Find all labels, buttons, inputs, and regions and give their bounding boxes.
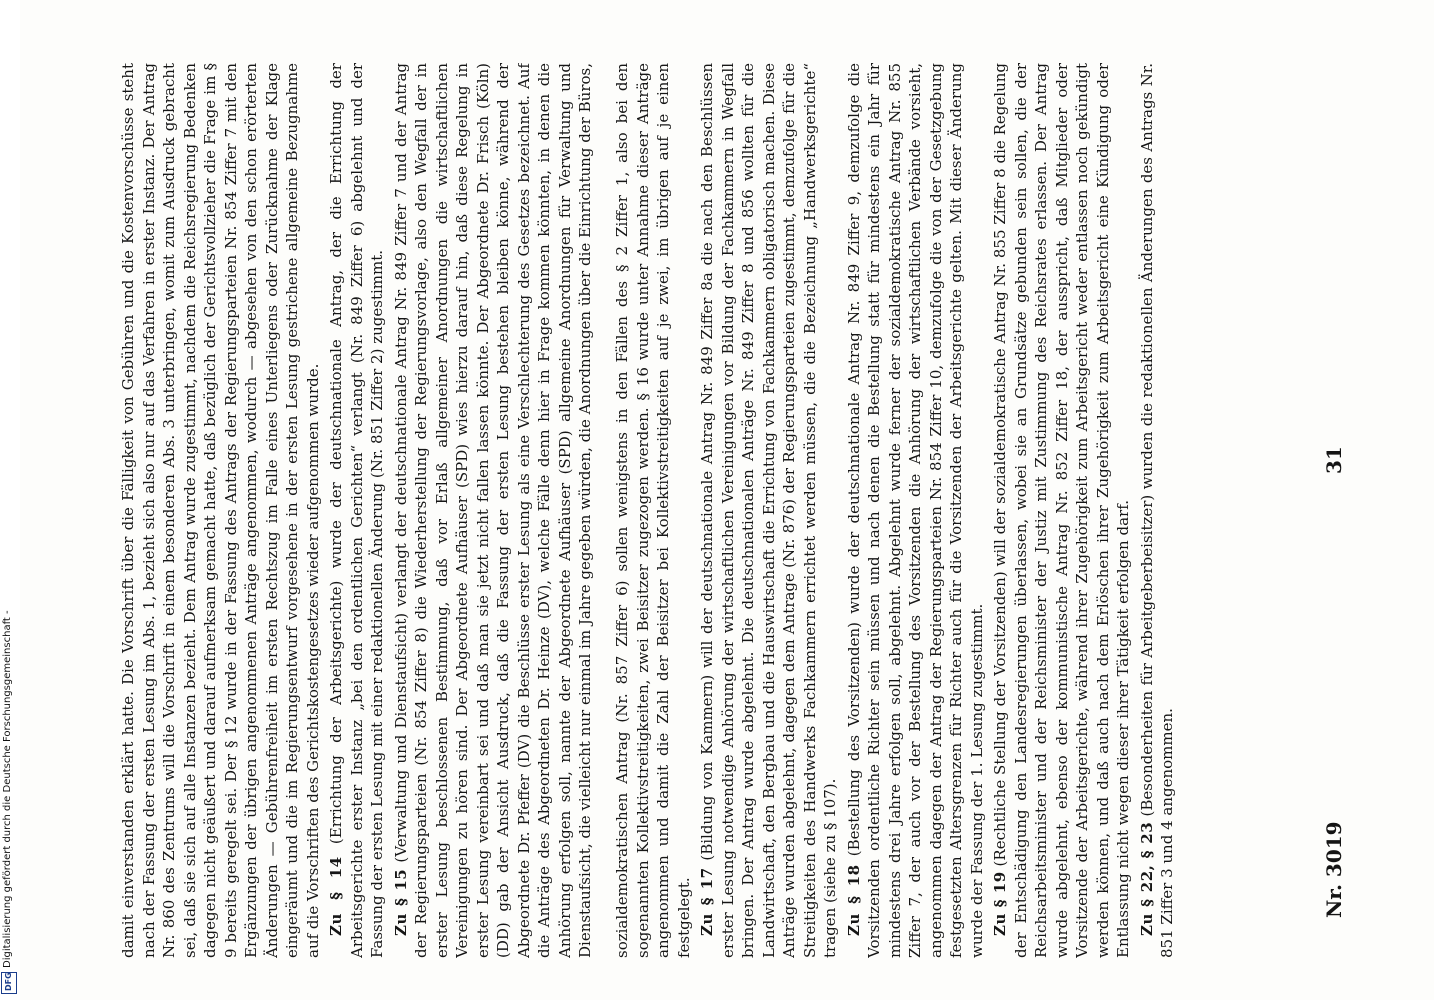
section-ref: Zu § 15: [391, 868, 410, 936]
section-ref: [1182, 855, 1183, 936]
side-strip: [0, 0, 20, 1000]
paragraph: damit einverstanden erklärt hatte. Die Vorschrift über die Fälligkeit von Gebühren und die Kostenvorschüsse steht nach der Fassung der ersten Lesung im Abs. 1, bezieht sich also nur auf das Verfahren in erster Instanz. Der Antrag Nr. 860 des Zentrums will die Vorschrift in einem besonderen Abs. 3 unterbringen, womit zum Ausdruck gebracht sei, daß sie sich auf alle Instanzen bezieht. Dem Antrag wurde zugestimmt, nachdem die Reichsregierung Bedenken dagegen nicht geäußert und darauf aufmerksam gemacht hatte, daß bezüglich der Gerichtsvollzieher die Frage im § 9 bereits geregelt sei. Der § 12 wurde in der Fassung des Antrags der Regierungsparteien Nr. 854 Ziffer 7 mit den Ergänzungen der übrigen angenommenen Anträge angenommen, wodurch — abgesehen von den schon erörterten Änderungen — Gebührenfreiheit im ersten Rechtszug im Falle eines Unterliegens oder Zurücknahme der Klage eingeräumt und die im Regierungsentwurf vorgesehene in der ersten Lesung gestrichene allgemeine Bezugnahme auf die Vorschriften des Gerichtskostengesetzes wieder aufgenommen wurde.: [119, 63, 322, 958]
text-column-left: [118, 63, 598, 958]
document-number: Nr. 3019: [1322, 821, 1346, 918]
paragraph-text: (Bildung von Kammern) will der deutschnationale Antrag Nr. 849 Ziffer 8a die nach den Beschlüssen erster Lesung notwendige Anhörung der wirtschaftlichen Vereinigungen vor Bildung der Fachkammern in Wegfall bringen. Der Antrag wurde abgelehnt. Die deutschnationalen Anträge Nr. 849 Ziffer 8 und 856 wollten für die Landwirtschaft, den Bergbau und die Hauswirtschaft die Errichtung von Fachkammern obligatorisch machen. Diese Anträge wurden abgelehnt, dagegen dem Antrage (Nr. 876) der Regierungsparteien zugestimmt, demzufolge für die Streitigkeiten des Handwerks Fachkammern errichtet werden müssen, die die Bezeichnung „Handwerksgerichte“ tragen (siehe zu § 107).: [698, 63, 839, 958]
paragraph: [697, 63, 841, 958]
section-ref: Zu § 17: [698, 867, 716, 936]
paragraph: [1181, 63, 1183, 958]
dfg-logo: [1, 972, 17, 994]
paragraph-text: (Bestellung des Vorsitzenden) wurde der deutschnationale Antrag Nr. 849 Ziffer 9, demzufolge die Vorsitzenden ordentliche Richter sein müssen und nach denen die Bestellung statt für mindestens ein Jahr für mindestens drei Jahre erfolgen soll, abgelehnt. Abgelehnt wurde ferner der sozialdemokratische Antrag Nr. 855 Ziffer 7, der auch vor der Bestellung des Vorsitzenden die Anhörung der wirtschaftlichen Verbände vorsieht, angenommen dagegen der Antrag der Regierungsparteien Nr. 854 Ziffer 10, demzufolge die von der Gesetzgebung festgesetzten Altersgrenzen für Richter auch für die Vorsitzenden der Arbeitsgerichte gelten. Mit dieser Änderung wurde der Fassung der 1. Lesung zugestimmt.: [844, 63, 986, 958]
paragraph: [844, 63, 988, 958]
section-ref: Zu § 14: [327, 856, 345, 936]
dfg-logo-text: DFG: [4, 972, 13, 991]
paragraph-text: [1182, 63, 1183, 958]
section-ref: Zu § 19: [991, 871, 1009, 936]
digitization-credit: Digitalisierung gefördert durch die Deutsche Forschungsgemeinschaft -: [2, 610, 13, 968]
paragraph: [326, 63, 388, 958]
section-ref: Zu § 18: [844, 864, 863, 936]
paragraph-text: (Verwaltung und Dienstaufsicht) verlangt der deutschnationale Antrag Nr. 849 Ziffer 7 und der Antrag der Regierungsparteien (Nr. 854 Ziffer 8) die Wiederherstellung der Regierungsvorlage, also den Wegfall der in erster Lesung beschlossenen Bestimmung, daß vor Erlaß allgemeiner Anordnungen die wirtschaftlichen Vereinigungen zu hören sind. Der Abgeordnete Aufhäuser (SPD) wies hierzu darauf hin, daß diese Regelung in erster Lesung vereinbart sei und daß man sie jetzt nicht fallen lassen könnte. Der Abgeordnete Dr. Frisch (Köln) (DD) gab der Ansicht Ausdruck, daß die Fassung der ersten Lesung bestehen bleiben könne, während der Abgeordnete Dr. Pfeffer (DV) die Beschlüsse erster Lesung als eine Verschlechterung des Gesetzes bezeichnet. Auf die Anträge des Abgeordneten Dr. Heinze (DV), welche Fälle denn hier in Frage kommen könnten, in denen die Anhörung erfolgen soll, nannte der Abgeordnete Aufhäuser (SPD) allgemeine Anordnungen für Verwaltung und Dienstaufsicht, die vielleicht nur einmal im Jahre gegeben würden, die Anordnungen über die Einrichtung der Büros,: [391, 63, 594, 958]
paragraph: [990, 63, 1134, 958]
paragraph-text: (Besonderheiten für Arbeitgeberbeisitzer) wurden die redaktionellen Änderungen des Antrags Nr. 851 Ziffer 3 und 4 angenommen.: [1137, 63, 1176, 958]
paragraph: [391, 63, 599, 958]
paragraph-text: (Rechtliche Stellung der Vorsitzenden) will der sozialdemokratische Antrag Nr. 855 Ziffer 8 die Regelung der Entschädigung den Landesregierungen überlassen, wobei sie an Grundsätze gebunden sein sollen, die der Reichsarbeitsminister und der Reichsminister der Justiz mit Zustimmung des Reichsrates erlassen. Der Antrag wurde abgelehnt, ebenso der kommunistische Antrag Nr. 852 Ziffer 18, der ausspricht, daß Mitglieder oder Vorsitzende der Arbeitsgerichte, während ihrer Zugehörigkeit zum Arbeitsgericht weder entlassen noch gekündigt werden können, und daß auch nach dem Erlöschen ihrer Zugehörigkeit zum Arbeitsgericht eine Kündigung oder Entlassung nicht wegen dieser ihrer Tätigkeit erfolgen darf.: [991, 63, 1132, 958]
paragraph-text: (Errichtung der Arbeitsgerichte) wurde der deutschnationale Antrag, der die Errichtung der Arbeitsgerichte erster Instanz „bei den ordentlichen Gerichten“ verlangt (Nr. 849 Ziffer 6) abgelehnt und der Fassung der ersten Lesung mit einer redaktionellen Änderung (Nr. 851 Ziffer 2) zugestimmt.: [327, 63, 386, 958]
text-column-right: [612, 63, 1182, 958]
paragraph: sozialdemokratischen Antrag (Nr. 857 Ziffer 6) sollen wenigstens in den Fällen des § 2 Ziffer 1, also bei den sogenannten Kollektivstreitigkeiten, zwei Beisitzer zugezogen werden. § 16 wurde unter Annahme dieser Anträge angenommen und damit die Zahl der Beisitzer bei Kollektivstreitigkeiten auf je zwei, im übrigen auf je einen festgelegt.: [613, 63, 693, 958]
paragraph: [1137, 63, 1178, 958]
section-ref: Zu § 22, § 23: [1137, 821, 1156, 936]
page-number: 31: [1322, 446, 1346, 474]
